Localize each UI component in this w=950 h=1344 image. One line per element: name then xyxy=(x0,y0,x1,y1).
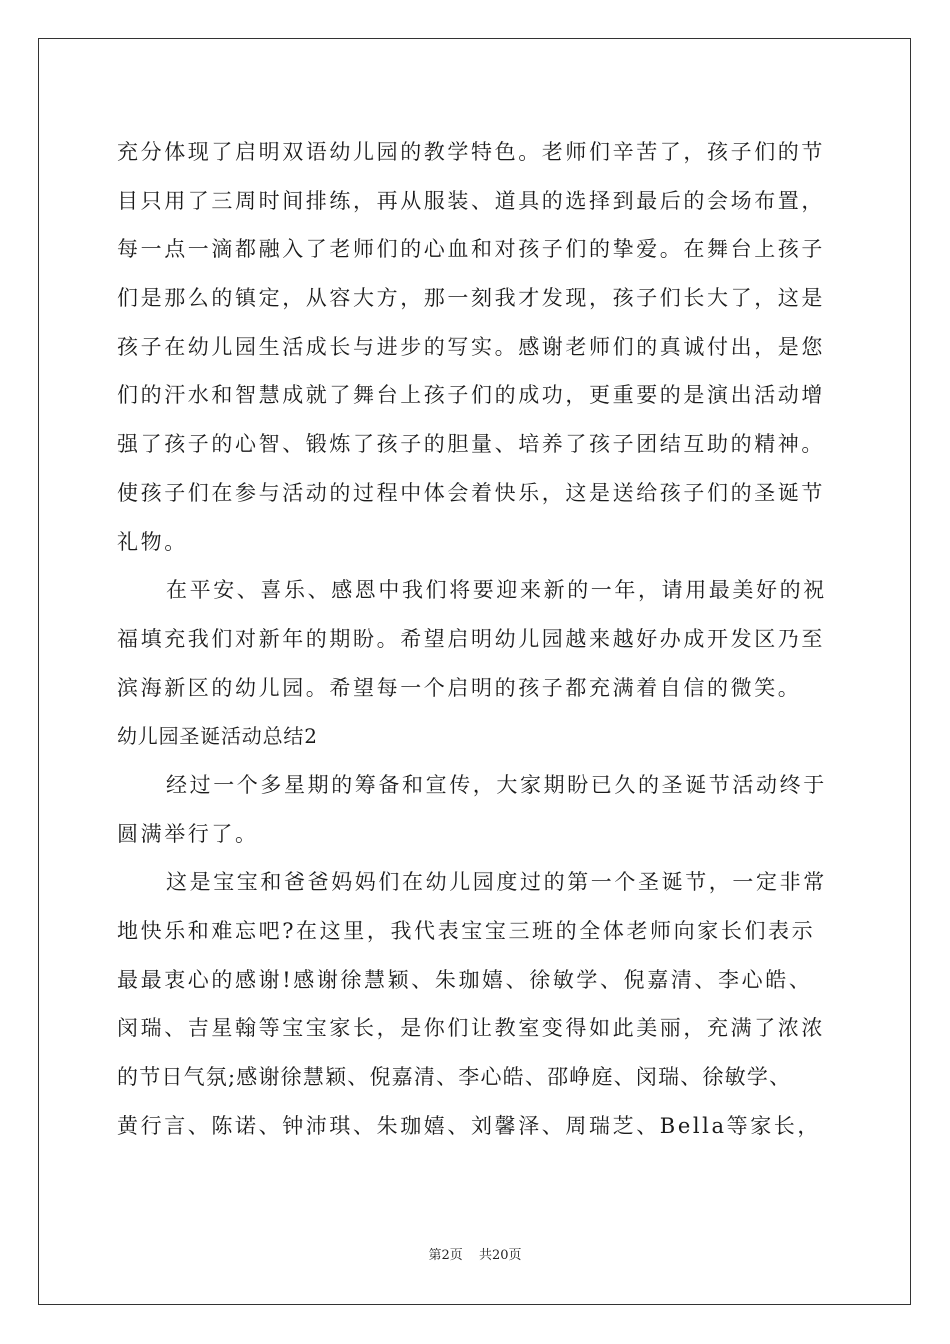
text-line: 使孩子们在参与活动的过程中体会着快乐，这是送给孩子们的圣诞节 xyxy=(117,480,825,505)
page-total: 共20页 xyxy=(478,1248,522,1263)
text-line: 们是那么的镇定，从容大方，那一刻我才发现，孩子们长大了，这是 xyxy=(117,286,825,311)
text-line: 们的汗水和智慧成就了舞台上孩子们的成功，更重要的是演出活动增 xyxy=(117,383,825,408)
text-line: 地快乐和难忘吧?在这里，我代表宝宝三班的全体老师向家长们表示 xyxy=(117,919,816,943)
text-line: 经过一个多星期的筹备和宣传，大家期盼已久的圣诞节活动终于 xyxy=(166,772,827,797)
page-number: 第2页 xyxy=(428,1248,463,1263)
text-line: 这是宝宝和爸爸妈妈们在幼儿园度过的第一个圣诞节，一定非常 xyxy=(166,870,827,895)
section-heading: 幼儿园圣诞活动总结2 xyxy=(117,724,318,749)
text-line: 闵瑞、吉星翰等宝宝家长，是你们让教室变得如此美丽，充满了浓浓 xyxy=(117,1016,825,1041)
text-line: 充分体现了启明双语幼儿园的教学特色。老师们辛苦了，孩子们的节 xyxy=(117,140,825,164)
text-line: 最最衷心的感谢!感谢徐慧颖、朱珈嬉、徐敏学、倪嘉清、李心皓、 xyxy=(117,967,813,992)
text-line: 在平安、喜乐、感恩中我们将要迎来新的一年，请用最美好的祝 xyxy=(166,578,827,603)
text-line: 强了孩子的心智、锻炼了孩子的胆量、培养了孩子团结互助的精神。 xyxy=(117,432,825,457)
text-line: 福填充我们对新年的期盼。希望启明幼儿园越来越好办成开发区乃至 xyxy=(117,626,825,651)
page-footer xyxy=(0,1244,950,1263)
text-line: 黄行言、陈诺、钟沛琪、朱珈嬉、刘馨泽、周瑞芝、Bella等家长， xyxy=(117,1113,822,1138)
text-line: 的节日气氛;感谢徐慧颖、倪嘉清、李心皓、邵峥庭、闵瑞、徐敏学、 xyxy=(117,1065,792,1090)
text-line: 礼物。 xyxy=(117,529,188,554)
text-line: 孩子在幼儿园生活成长与进步的写实。感谢老师们的真诚付出，是您 xyxy=(117,334,825,359)
text-line: 每一点一滴都融入了老师们的心血和对孩子们的挚爱。在舞台上孩子 xyxy=(117,237,825,262)
text-line: 目只用了三周时间排练，再从服装、道具的选择到最后的会场布置， xyxy=(117,188,825,213)
document-body xyxy=(117,128,857,1150)
text-line: 圆满举行了。 xyxy=(117,821,259,846)
text-line: 滨海新区的幼儿园。希望每一个启明的孩子都充满着自信的微笑。 xyxy=(117,675,802,700)
